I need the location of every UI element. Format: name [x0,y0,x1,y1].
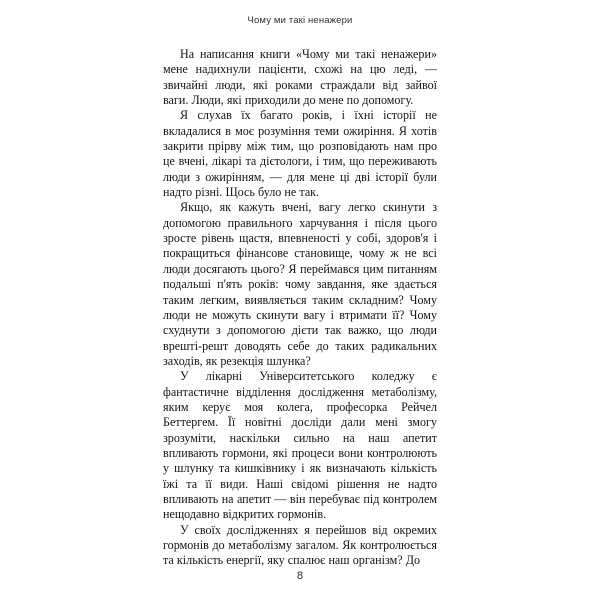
paragraph: У своїх дослідженнях я перейшов від окремих гормонів до метаболізму загалом. Як контролюється та кількість енергії, яку спалює наш організм? До [163,522,437,568]
paragraph: Я слухав їх багато років, і їхні історії не вкладалися в моє розуміння теми ожиріння. Я хотів закрити прірву між тим, що розповідають нам про це вчені, лікарі та дієтологи, і тим, що переживають люди з ожирінням, — для мене ці дві історії були надто різні. Щось було не так. [163,108,437,200]
running-header: Чому ми такі ненажери [247,15,353,26]
paragraph: На написання книги «Чому ми такі ненажери» мене надихнули пацієнти, схожі на цю леді, — звичайні люди, які роками страждали від зайвої ваги. Люди, які приходили до мене по допомогу. [163,47,437,108]
paragraph: У лікарні Університетського коледжу є фантастичне відділення дослідження метаболізму, яким керує моя колега, професорка Рейчел Беттергем. Її новітні досліди дали мені змогу зрозуміти, наскільки сильно на наш апетит впливають гормони, які процеси вони контролюють у шлунку та кишківнику і як визначають кількість їжі та її види. Наші свідомі рішення не надто впливають на апетит — він перебуває під контролем нещодавно відкритих гормонів. [163,369,437,522]
paragraph: Якщо, як кажуть вчені, вагу легко скинути з допомогою правильного харчування і після цього зросте рівень щастя, впевненості у собі, здоров'я і покращиться фінансове становище, чому ж не всі люди досягають цього? Я переймався цим питанням подальші п'ять років: чому завдання, яке здається таким легким, виявляється таким складним? Чому люди не можуть скинути вагу і втримати її? Чому схуднути з допомогою дієти так важко, що люди врешті-решт доводять себе до таких радикальних заходів, як резекція шлунка? [163,200,437,368]
body-text-block [163,47,437,569]
page-number: 8 [296,570,304,582]
